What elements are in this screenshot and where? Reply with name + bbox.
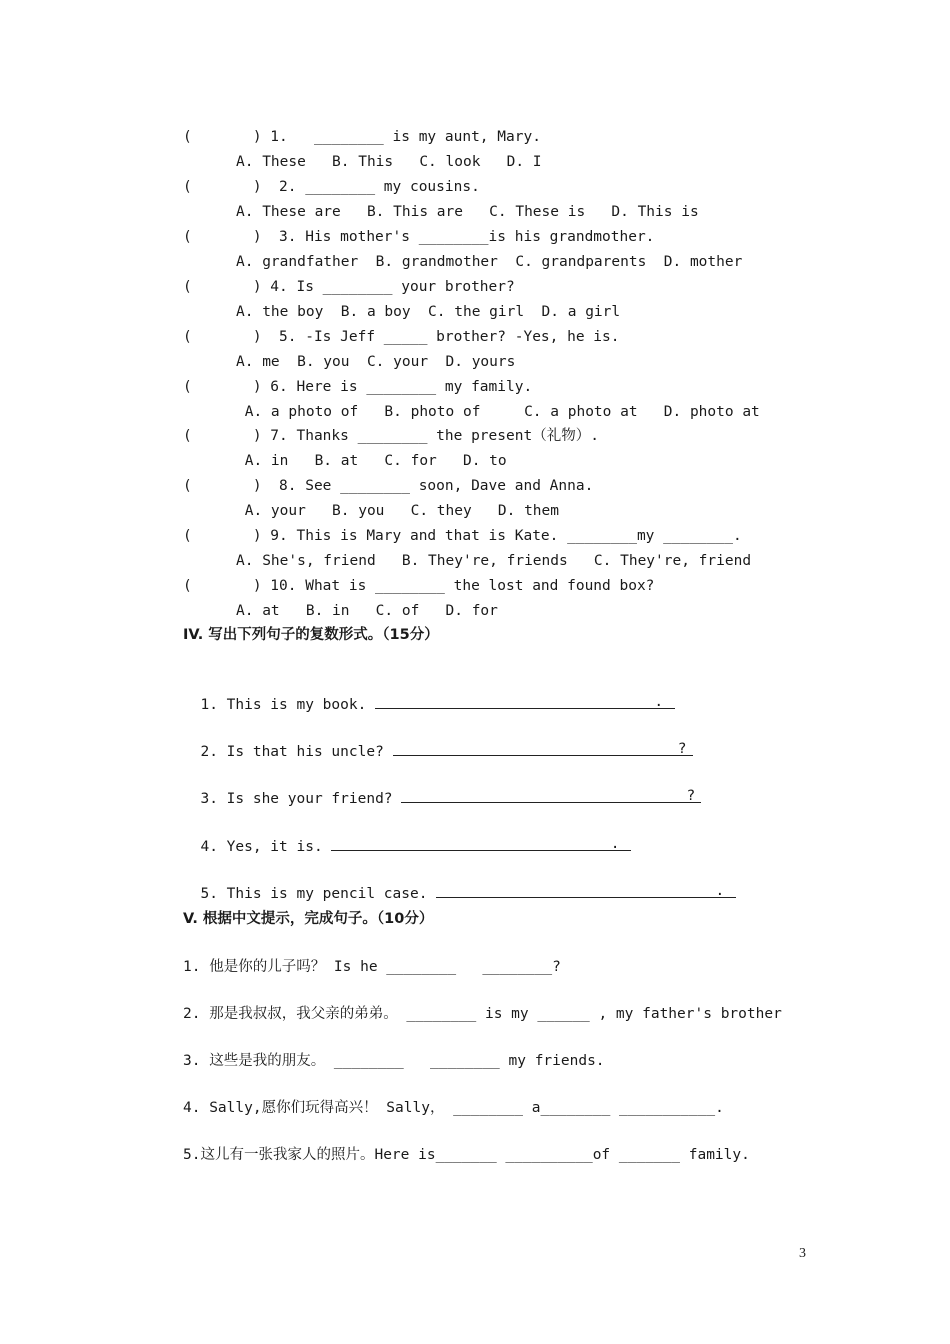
question-6-stem: ( ) 6. Here is ________ my family.	[183, 379, 533, 395]
section-5-item-3: 3. 这些是我的朋友。 ________ ________ my friends.	[183, 1053, 605, 1069]
question-8-options: A. your B. you C. they D. them	[236, 503, 560, 519]
section-4-item-4	[183, 815, 631, 857]
question-10-options: A. at B. in C. of D. for	[236, 603, 498, 619]
question-4-stem: ( ) 4. Is ________ your brother?	[183, 279, 515, 295]
section-4-heading: IV. 写出下列句子的复数形式。（15分）	[183, 627, 439, 643]
end-punctuation: .	[610, 836, 620, 852]
end-punctuation: .	[654, 694, 664, 710]
question-3-stem: ( ) 3. His mother's ________is his grandmother.	[183, 229, 655, 245]
section-5-item-5: 5.这儿有一张我家人的照片。Here is_______ __________of _______ family.	[183, 1147, 750, 1163]
answer-blank[interactable]	[331, 835, 631, 851]
section-4-item-5	[183, 862, 736, 904]
question-7-stem: ( ) 7. Thanks ________ the present（礼物）.	[183, 428, 599, 444]
question-8-stem: ( ) 8. See ________ soon, Dave and Anna.	[183, 478, 594, 494]
section-4-item-3	[183, 767, 701, 809]
item-prompt: 1. This is my book.	[200, 697, 376, 713]
answer-blank[interactable]	[393, 740, 693, 756]
item-prompt: 5. This is my pencil case.	[200, 886, 437, 902]
question-2-stem: ( ) 2. ________ my cousins.	[183, 179, 480, 195]
item-prompt: 4. Yes, it is.	[200, 839, 332, 855]
question-1-stem: ( ) 1. ________ is my aunt, Mary.	[183, 129, 541, 145]
item-prompt: 2. Is that his uncle?	[200, 744, 393, 760]
end-punctuation: .	[715, 883, 725, 899]
section-5-item-4: 4. Sally,愿你们玩得高兴！ Sally， ________ a________ ___________.	[183, 1100, 724, 1116]
answer-blank[interactable]	[375, 693, 675, 709]
answer-blank[interactable]	[436, 882, 736, 898]
question-1-options: A. These B. This C. look D. I	[236, 154, 542, 170]
question-9-stem: ( ) 9. This is Mary and that is Kate. ________my ________.	[183, 528, 742, 544]
question-5-options: A. me B. you C. your D. yours	[236, 354, 516, 370]
question-4-options: A. the boy B. a boy C. the girl D. a girl	[236, 304, 621, 320]
section-5-item-2: 2. 那是我叔叔，我父亲的弟弟。 ________ is my ______ , my father's brother	[183, 1006, 782, 1022]
question-7-options: A. in B. at C. for D. to	[236, 453, 507, 469]
end-punctuation: ?	[677, 741, 687, 757]
page-number: 3	[799, 1246, 806, 1261]
question-10-stem: ( ) 10. What is ________ the lost and found box?	[183, 578, 655, 594]
end-punctuation: ?	[686, 788, 696, 804]
section-4-item-1	[183, 673, 675, 715]
section-5-heading: V. 根据中文提示，完成句子。（10分）	[183, 911, 434, 927]
answer-blank[interactable]	[401, 787, 701, 803]
question-9-options: A. She's, friend B. They're, friends C. They're, friend	[236, 553, 752, 569]
question-2-options: A. These are B. This are C. These is D. This is	[236, 204, 699, 220]
item-prompt: 3. Is she your friend?	[200, 791, 402, 807]
question-6-options: A. a photo of B. photo of C. a photo at D. photo at	[236, 404, 760, 420]
section-5-item-1: 1. 他是你的儿子吗？ Is he ________ ________?	[183, 959, 561, 975]
section-4-item-2	[183, 720, 693, 762]
question-3-options: A. grandfather B. grandmother C. grandparents D. mother	[236, 254, 743, 270]
question-5-stem: ( ) 5. -Is Jeff _____ brother? -Yes, he is.	[183, 329, 620, 345]
